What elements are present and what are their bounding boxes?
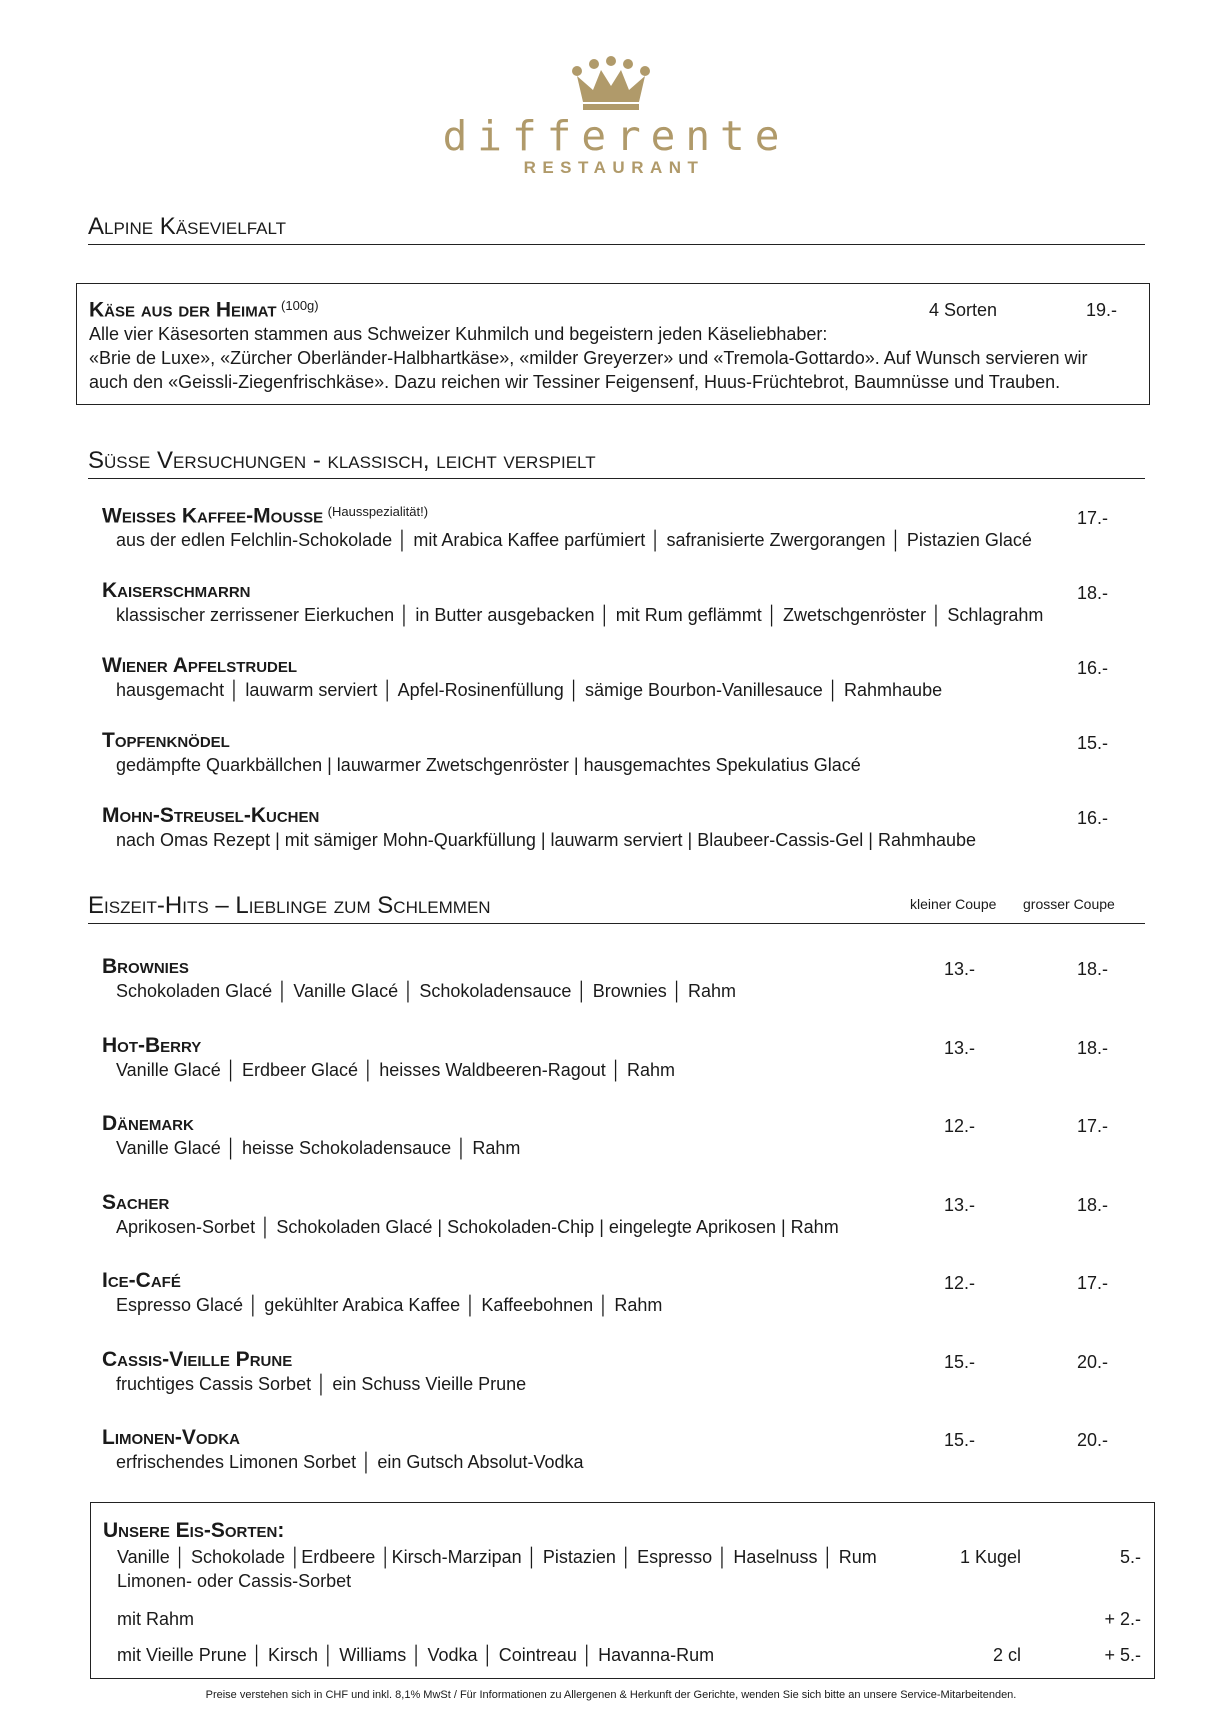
item-price: 17.- (1076, 508, 1108, 528)
spirits-unit: 2 cl (992, 1645, 1021, 1665)
cheese-desc-line: auch den «Geissli-Ziegenfrischkäse». Dazu reichen wir Tessiner Feigensenf, Huus-Früchtebrot, Baumnüsse und Trauben. (89, 372, 1061, 392)
item-description: Vanille Glacé │ Erdbeer Glacé │ heisses Waldbeeren-Ragout │ Rahm (116, 1059, 676, 1080)
price-large: 18.- (1076, 959, 1108, 979)
price-large: 20.- (1076, 1351, 1108, 1372)
item-description: fruchtiges Cassis Sorbet │ ein Schuss Vieille Prune (116, 1373, 527, 1394)
item-description: erfrischendes Limonen Sorbet │ ein Gutsch Absolut-Vodka (116, 1452, 584, 1472)
item-price: 18.- (1076, 583, 1108, 603)
menu-item (102, 1112, 1112, 1168)
menu-item (102, 1426, 1112, 1482)
item-note: (Hausspezialität!) (327, 504, 429, 519)
item-description: Aprikosen-Sorbet │ Schokoladen Glacé | Schokoladen-Chip | eingelegte Aprikosen | Rahm (116, 1216, 839, 1237)
price-small: 12.- (943, 1116, 975, 1136)
item-description: Espresso Glacé │ gekühlter Arabica Kaffee │ Kaffeebohnen │ Rahm (116, 1295, 663, 1315)
flavors-list: Vanille │ Schokolade │Erdbeere │Kirsch-Marzipan │ Pistazien │ Espresso │ Haselnuss │ Rum (117, 1547, 877, 1567)
price-large: 17.- (1076, 1273, 1108, 1293)
menu-item (102, 955, 1112, 1011)
menu-item (102, 1191, 1112, 1247)
spirits-label: mit Vieille Prune │ Kirsch │ Williams │ Vodka │ Cointreau │ Havanna-Rum (117, 1645, 715, 1665)
flavors-heading: Unsere Eis-Sorten: (103, 1519, 285, 1542)
column-header-small: kleiner Coupe (910, 896, 997, 912)
item-price: 16.- (1076, 808, 1108, 828)
price-large: 18.- (1076, 1194, 1108, 1215)
item-note: (100g) (281, 298, 319, 313)
cream-label: mit Rahm (117, 1609, 195, 1629)
crown-icon (571, 56, 651, 110)
item-description: nach Omas Rezept | mit sämiger Mohn-Quarkfüllung | lauwarm serviert | Blaubeer-Cassis-Gel | Rahmhaube (116, 830, 977, 850)
flavors-unit: 1 Kugel (959, 1547, 1021, 1567)
price-small: 12.- (943, 1273, 975, 1293)
item-description: klassischer zerrissener Eierkuchen │ in Butter ausgebacken │ mit Rum geflämmt │ Zwetschgenröster │ Schlagrahm (116, 605, 1044, 625)
cheese-item (89, 298, 989, 322)
price-small: 13.- (943, 1037, 975, 1058)
price-small: 15.- (943, 1351, 975, 1372)
cheese-price: 19.- (1085, 300, 1117, 320)
cream-price: + 2.- (1104, 1609, 1141, 1629)
item-description: aus der edlen Felchlin-Schokolade │ mit Arabica Kaffee parfümiert │ safranisierte Zwergorangen │ Pistazien Glacé (116, 530, 1032, 551)
menu-item (102, 804, 1112, 860)
section-heading-cheese: Alpine Käsevielfalt (88, 212, 1145, 245)
spirits-price: + 5.- (1104, 1645, 1141, 1665)
item-name: Limonen-Vodka (102, 1426, 240, 1449)
cheese-qty: 4 Sorten (929, 300, 998, 320)
item-name: Dänemark (102, 1112, 194, 1135)
item-description: hausgemacht │ lauwarm serviert │ Apfel-Rosinenfüllung │ sämige Bourbon-Vanillesauce │ Rahmhaube (116, 680, 943, 700)
item-name: Weisses Kaffee-Mousse (102, 504, 324, 528)
section-heading-sweets: Süsse Versuchungen - klassisch, leicht verspielt (88, 446, 1145, 479)
restaurant-logo (0, 56, 1222, 178)
item-price: 15.- (1076, 733, 1108, 753)
column-header-large: grosser Coupe (1023, 896, 1115, 912)
price-large: 17.- (1076, 1116, 1108, 1136)
menu-item (102, 1348, 1112, 1404)
price-small: 15.- (943, 1430, 975, 1450)
section-title: Eiszeit-Hits – Lieblinge zum Schlemmen (88, 892, 491, 919)
cheese-desc-line: Alle vier Käsesorten stammen aus Schweizer Kuhmilch und begeistern jeden Käseliebhaber: (89, 324, 828, 344)
price-small: 13.- (943, 959, 975, 979)
item-name: Kaiserschmarrn (102, 579, 251, 602)
item-name: Hot-Berry (102, 1033, 202, 1057)
brand-subtitle: RESTAURANT (523, 158, 705, 177)
flavors-sorbet: Limonen- oder Cassis-Sorbet (117, 1571, 352, 1591)
item-description: Schokoladen Glacé │ Vanille Glacé │ Schokoladensauce │ Brownies │ Rahm (116, 981, 736, 1001)
item-name: Mohn-Streusel-Kuchen (102, 804, 320, 827)
menu-item (102, 654, 1112, 710)
item-name: Brownies (102, 955, 189, 978)
menu-item (102, 504, 1112, 560)
price-large: 18.- (1076, 1037, 1108, 1058)
item-description: gedämpfte Quarkbällchen | lauwarmer Zwetschgenröster | hausgemachtes Spekulatius Glacé (116, 755, 861, 775)
item-name: Wiener Apfelstrudel (102, 654, 298, 677)
item-name: Käse aus der Heimat (89, 298, 277, 322)
menu-item (102, 579, 1112, 635)
menu-item (102, 729, 1112, 785)
cheese-box (76, 283, 1150, 405)
price-small: 13.- (943, 1194, 975, 1215)
ice-flavors-box (90, 1502, 1155, 1679)
flavors-unit-price: 5.- (1119, 1547, 1141, 1567)
item-name: Topfenknödel (102, 729, 230, 752)
item-description: Vanille Glacé │ heisse Schokoladensauce │ Rahm (116, 1138, 521, 1158)
price-large: 20.- (1076, 1430, 1108, 1450)
menu-item (102, 1269, 1112, 1325)
menu-item (102, 1034, 1112, 1090)
item-price: 16.- (1076, 658, 1108, 678)
brand-name: differente (442, 112, 790, 160)
item-name: Sacher (102, 1190, 170, 1214)
item-name: Ice-Café (102, 1269, 181, 1292)
item-name: Cassis-Vieille Prune (102, 1347, 293, 1371)
footer-note: Preise verstehen sich in CHF und inkl. 8,1% MwSt / Für Informationen zu Allergenen & Herkunft der Gerichte, wenden Sie sich bitte an unsere Service-Mitarbeitenden. (205, 1689, 1017, 1701)
cheese-desc-line: «Brie de Luxe», «Zürcher Oberländer-Halbhartkäse», «milder Greyerzer» und «Tremola-Gottardo». Auf Wunsch servieren wir (89, 348, 1088, 368)
section-heading-ice (88, 891, 1145, 924)
